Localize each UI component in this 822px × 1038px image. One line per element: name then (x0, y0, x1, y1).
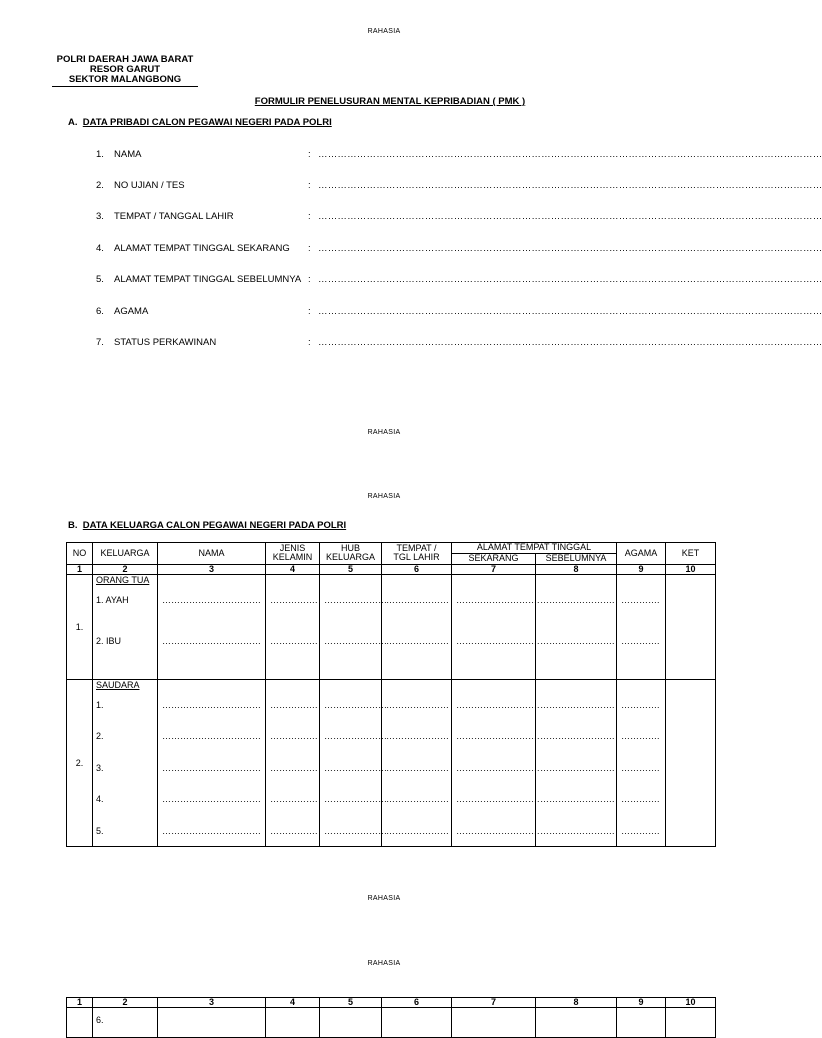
field-fill-line[interactable]: ………………………………………………………………………………………………………………………………………… (318, 306, 822, 317)
row-no-continued (67, 1008, 93, 1038)
nama-fill-line[interactable]: …………………………… (162, 793, 261, 804)
col-header-tempat-line-1: TEMPAT / (396, 542, 437, 553)
hub-fill-line[interactable]: ………………… (324, 699, 387, 710)
field-fill-line[interactable]: ………………………………………………………………………………………………………………………………………… (318, 211, 822, 222)
column-number: 7 (452, 564, 536, 574)
column-number: 3 (158, 564, 266, 574)
sibling-number-label: 1. (96, 699, 104, 710)
family-member-label: 2. IBU (96, 635, 122, 646)
row-no-1: 1. (67, 574, 93, 679)
field-label: ALAMAT TEMPAT TINGGAL SEBELUMNYA (114, 274, 302, 285)
col-header-jenis-line-2: KELAMIN (272, 552, 313, 563)
hub-cell-2 (320, 679, 387, 846)
personal-field-row (96, 243, 306, 255)
tempat-cell-2 (382, 679, 452, 846)
jenis-cell-2 (266, 679, 320, 846)
jenis-fill-line[interactable]: ……………. (270, 594, 318, 605)
col-header-sebelumnya: SEBELUMNYA (536, 554, 617, 565)
field-fill-line[interactable]: ………………………………………………………………………………………………………………………………………… (318, 274, 822, 285)
jenis-fill-line[interactable]: ……………. (270, 825, 318, 836)
agama-fill-line[interactable]: …………. (621, 825, 660, 836)
group-keluarga-cell-2 (93, 679, 158, 846)
org-name-line-2: RESOR GARUT (89, 64, 161, 75)
column-number: 3 (158, 998, 266, 1008)
nama-fill-line[interactable]: …………………………… (162, 594, 261, 605)
agama-fill-line[interactable]: …………. (621, 793, 660, 804)
field-label: STATUS PERKAWINAN (114, 337, 217, 348)
sebelumnya-cell-2 (536, 679, 617, 846)
tempat-fill-line[interactable]: ………………… (386, 825, 449, 836)
sekarang-fill-line[interactable]: ………………………. (456, 730, 540, 741)
sekarang-cell-1 (452, 574, 540, 679)
sekarang-fill-line[interactable]: ………………………. (456, 635, 540, 646)
field-colon: : (308, 306, 311, 317)
column-number: 2 (93, 998, 158, 1008)
tempat-fill-line[interactable]: ………………… (386, 793, 449, 804)
classification-mark-header-3: RAHASIA (367, 960, 401, 967)
hub-fill-line[interactable]: ………………… (324, 825, 387, 836)
col-header-hub-line-1: HUB (340, 542, 360, 553)
column-number: 2 (93, 564, 158, 574)
column-number: 6 (382, 998, 452, 1008)
continued-item-number: 6. (96, 1015, 104, 1025)
field-fill-line[interactable]: ………………………………………………………………………………………………………………………………………… (318, 180, 822, 191)
jenis-cell-1 (266, 574, 320, 679)
table-row-orang-tua (67, 574, 716, 679)
sibling-number-label: 5. (96, 825, 104, 836)
classification-mark-footer-2: RAHASIA (367, 895, 401, 902)
sebelumnya-fill-line[interactable]: ……………………. (540, 762, 615, 773)
agama-fill-line[interactable]: …………. (621, 699, 660, 710)
col-header-jenis-line-1: JENIS (279, 542, 306, 553)
column-number: 10 (666, 564, 716, 574)
field-fill-line[interactable]: ………………………………………………………………………………………………………………………………………… (318, 149, 822, 160)
field-label: NO UJIAN / TES (114, 180, 185, 191)
nama-fill-line[interactable]: …………………………… (162, 825, 261, 836)
sekarang-fill-line[interactable]: ………………………. (456, 825, 540, 836)
agama-fill-line[interactable]: …………. (621, 635, 660, 646)
section-b-letter: B. (68, 520, 78, 531)
personal-field-row (96, 149, 306, 161)
col-header-nama: NAMA (158, 543, 266, 565)
agama-cell-1 (617, 574, 666, 679)
org-name-line-1: POLRI DAERAH JAWA BARAT (56, 54, 194, 65)
field-label: TEMPAT / TANGGAL LAHIR (114, 211, 234, 222)
agama-fill-line[interactable]: …………. (621, 730, 660, 741)
hub-fill-line[interactable]: ………………… (324, 730, 387, 741)
col-header-alamat: ALAMAT TEMPAT TINGGAL (452, 543, 617, 554)
field-colon: : (308, 211, 311, 222)
tempat-fill-line[interactable]: ………………… (386, 594, 449, 605)
jenis-fill-line[interactable]: ……………. (270, 699, 318, 710)
agama-fill-line[interactable]: …………. (621, 594, 660, 605)
col-header-sekarang: SEKARANG (452, 554, 536, 565)
column-number: 6 (382, 564, 452, 574)
hub-cell-1 (320, 574, 387, 679)
col-header-tempat-tgl-lahir (382, 543, 452, 565)
col-header-tempat-line-2: TGL LAHIR (393, 552, 440, 563)
sebelumnya-fill-line[interactable]: ……………………. (540, 594, 615, 605)
col-header-keluarga: KELUARGA (93, 543, 158, 565)
field-number: 1. (96, 149, 104, 160)
field-label: ALAMAT TEMPAT TINGGAL SEKARANG (114, 243, 290, 254)
org-name-line-3: SEKTOR MALANGBONG (68, 74, 182, 85)
family-data-table-continued (66, 997, 716, 1038)
sekarang-cell-2 (452, 679, 540, 846)
field-colon: : (308, 149, 311, 160)
form-title: FORMULIR PENELUSURAN MENTAL KEPRIBADIAN ( PMK ) (254, 96, 526, 107)
column-number: 4 (266, 564, 320, 574)
col-header-hub-keluarga (320, 543, 382, 565)
sebelumnya-fill-line[interactable]: ……………………. (540, 730, 615, 741)
agama-fill-line[interactable]: …………. (621, 762, 660, 773)
row-no-2: 2. (67, 679, 93, 846)
column-number: 10 (666, 998, 716, 1008)
column-number: 8 (536, 564, 617, 574)
column-number-row (67, 564, 716, 574)
section-a-title: DATA PRIBADI CALON PEGAWAI NEGERI PADA POLRI (82, 117, 332, 128)
section-b-title: DATA KELUARGA CALON PEGAWAI NEGERI PADA POLRI (82, 520, 347, 531)
family-member-label: 1. AYAH (96, 594, 129, 605)
jenis-fill-line[interactable]: ……………. (270, 793, 318, 804)
field-number: 5. (96, 274, 104, 285)
personal-field-row (96, 180, 306, 192)
agama-cell-2 (617, 679, 666, 846)
classification-mark-footer-1: RAHASIA (367, 429, 401, 436)
classification-mark-header-2: RAHASIA (367, 493, 401, 500)
jenis-fill-line[interactable]: ……………. (270, 635, 318, 646)
nama-fill-line[interactable]: …………………………… (162, 730, 261, 741)
sebelumnya-fill-line[interactable]: ……………………. (540, 635, 615, 646)
personal-field-row (96, 306, 306, 318)
sibling-number-label: 3. (96, 762, 104, 773)
col-header-no: NO (67, 543, 93, 565)
tempat-fill-line[interactable]: ………………… (386, 762, 449, 773)
nama-fill-line[interactable]: …………………………… (162, 635, 261, 646)
tempat-fill-line[interactable]: ………………… (386, 730, 449, 741)
nama-fill-line[interactable]: …………………………… (162, 699, 261, 710)
column-number: 9 (617, 564, 666, 574)
hub-fill-line[interactable]: ………………… (324, 793, 387, 804)
group-title-saudara: SAUDARA (96, 679, 140, 690)
section-a-letter: A. (68, 117, 78, 128)
sebelumnya-fill-line[interactable]: ……………………. (540, 699, 615, 710)
field-colon: : (308, 274, 311, 285)
field-number: 2. (96, 180, 104, 191)
ket-cell-2 (666, 679, 716, 846)
jenis-fill-line[interactable]: ……………. (270, 762, 318, 773)
col-header-jenis-kelamin (266, 543, 320, 565)
field-number: 6. (96, 306, 104, 317)
personal-field-row (96, 211, 306, 223)
sibling-number-label: 2. (96, 730, 104, 741)
field-fill-line[interactable]: ………………………………………………………………………………………………………………………………………… (318, 337, 822, 348)
col-header-hub-line-2: KELUARGA (325, 552, 376, 563)
column-number: 4 (266, 998, 320, 1008)
column-number: 1 (67, 998, 93, 1008)
column-number: 5 (320, 998, 382, 1008)
nama-fill-line[interactable]: …………………………… (162, 762, 261, 773)
family-data-table (66, 542, 716, 847)
sebelumnya-fill-line[interactable]: ……………………. (540, 825, 615, 836)
tempat-fill-line[interactable]: ………………… (386, 635, 449, 646)
sekarang-fill-line[interactable]: ………………………. (456, 594, 540, 605)
hub-fill-line[interactable]: ………………… (324, 635, 387, 646)
tempat-cell-1 (382, 574, 452, 679)
section-b-heading (68, 520, 346, 531)
ket-cell-1 (666, 574, 716, 679)
personal-field-row (96, 337, 306, 349)
field-number: 4. (96, 243, 104, 254)
field-number: 7. (96, 337, 104, 348)
nama-cell-1 (158, 574, 266, 679)
section-a-heading (68, 117, 332, 128)
table-row-continued (67, 1008, 716, 1038)
field-number: 3. (96, 211, 104, 222)
column-number: 1 (67, 564, 93, 574)
col-header-agama: AGAMA (617, 543, 666, 565)
personal-field-row (96, 274, 306, 286)
jenis-fill-line[interactable]: ……………. (270, 730, 318, 741)
column-number: 9 (617, 998, 666, 1008)
org-underline (52, 86, 198, 87)
hub-fill-line[interactable]: ………………… (324, 594, 387, 605)
column-number: 8 (536, 998, 617, 1008)
col-header-ket: KET (666, 543, 716, 565)
sekarang-fill-line[interactable]: ………………………. (456, 762, 540, 773)
table-row-saudara (67, 679, 716, 846)
nama-cell-2 (158, 679, 266, 846)
field-label: AGAMA (114, 306, 149, 317)
field-colon: : (308, 243, 311, 254)
classification-mark-top: RAHASIA (367, 28, 401, 35)
field-label: NAMA (114, 149, 142, 160)
sibling-number-label: 4. (96, 793, 104, 804)
column-number: 5 (320, 564, 382, 574)
group-title-orang-tua: ORANG TUA (96, 574, 150, 585)
sekarang-fill-line[interactable]: ………………………. (456, 699, 540, 710)
hub-fill-line[interactable]: ………………… (324, 762, 387, 773)
sebelumnya-fill-line[interactable]: ……………………. (540, 793, 615, 804)
field-colon: : (308, 337, 311, 348)
group-keluarga-cell-1 (93, 574, 158, 679)
field-fill-line[interactable]: ………………………………………………………………………………………………………………………………………… (318, 243, 822, 254)
field-colon: : (308, 180, 311, 191)
tempat-fill-line[interactable]: ………………… (386, 699, 449, 710)
sekarang-fill-line[interactable]: ………………………. (456, 793, 540, 804)
sebelumnya-cell-1 (536, 574, 617, 679)
keluarga-cell-continued (93, 1008, 158, 1038)
column-number-row-continued (67, 998, 716, 1008)
column-number: 7 (452, 998, 536, 1008)
